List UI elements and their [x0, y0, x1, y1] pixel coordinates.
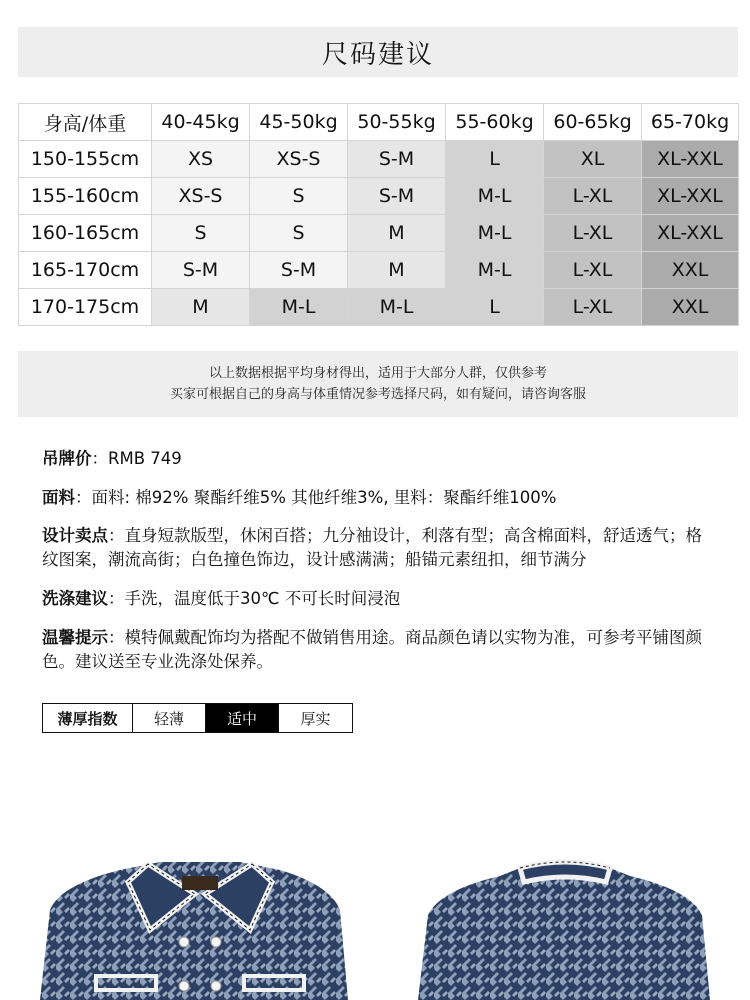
price-value: ：RMB 749	[91, 449, 182, 468]
size-cell: S	[250, 215, 348, 252]
wash-label: 洗涤建议	[42, 589, 108, 608]
price-label: 吊牌价	[42, 449, 92, 468]
height-cell: 170-175cm	[19, 289, 152, 326]
size-table	[18, 103, 739, 326]
size-cell: S	[152, 215, 250, 252]
size-cell: L-XL	[544, 252, 642, 289]
size-cell: S-M	[348, 178, 446, 215]
size-cell: XS-S	[152, 178, 250, 215]
thickness-option-thick: 厚实	[300, 709, 331, 728]
jacket-back-image	[418, 862, 710, 1000]
size-cell: S	[250, 178, 348, 215]
tip-value: ：模特佩戴配饰均为搭配不做销售用途。商品颜色请以实物为准，可参考平铺图颜色。建议送至专业洗涤处保养。	[42, 628, 702, 671]
size-cell: XXL	[642, 252, 739, 289]
fabric-line	[42, 486, 712, 510]
size-cell: M-L	[250, 289, 348, 326]
size-cell: L	[446, 289, 544, 326]
size-guide-title: 尺码建议	[321, 39, 434, 70]
tip-line	[42, 626, 712, 674]
table-row	[19, 252, 739, 289]
wash-value: ：手洗，温度低于30℃ 不可长时间浸泡	[108, 589, 401, 608]
size-cell: XL-XXL	[642, 178, 739, 215]
table-row	[19, 289, 739, 326]
table-row	[19, 178, 739, 215]
design-line	[42, 524, 712, 572]
size-cell: S-M	[152, 252, 250, 289]
design-label: 设计卖点	[42, 526, 108, 545]
size-cell: XL	[544, 141, 642, 178]
size-cell: XXL	[642, 289, 739, 326]
size-guide-title-bar	[18, 27, 738, 77]
fabric-value: ：面料: 棉92% 聚酯纤维5% 其他纤维3%, 里料：聚酯纤维100%	[75, 488, 557, 507]
height-cell: 160-165cm	[19, 215, 152, 252]
size-cell: M	[348, 215, 446, 252]
size-cell: L-XL	[544, 178, 642, 215]
product-photos	[0, 790, 750, 1000]
fabric-label: 面料	[42, 488, 75, 507]
size-cell: M-L	[446, 252, 544, 289]
table-row	[19, 141, 739, 178]
design-value: ：直身短款版型，休闲百搭；九分袖设计，利落有型；高含棉面料，舒适透气；格纹图案，潮流高街；白色撞色饰边，设计感满满；船锚元素纽扣，细节满分	[42, 526, 702, 569]
header-cell: 身高/体重	[19, 104, 152, 141]
header-cell: 65-70kg	[642, 104, 739, 141]
size-note-line-1: 以上数据根据平均身材得出，适用于大部分人群，仅供参考	[208, 366, 547, 381]
size-cell: M-L	[446, 178, 544, 215]
header-cell: 55-60kg	[446, 104, 544, 141]
wash-line	[42, 587, 712, 611]
price-line	[42, 447, 712, 471]
thickness-label: 薄厚指数	[43, 704, 133, 732]
size-cell: L-XL	[544, 215, 642, 252]
size-table-header	[19, 104, 739, 141]
height-cell: 155-160cm	[19, 178, 152, 215]
thickness-option-medium: 适中	[206, 704, 279, 732]
size-cell: XL-XXL	[642, 215, 739, 252]
size-cell: M	[348, 252, 446, 289]
thickness-index	[42, 703, 353, 733]
size-cell: M	[152, 289, 250, 326]
size-cell: M-L	[446, 215, 544, 252]
size-cell: XS	[152, 141, 250, 178]
height-cell: 150-155cm	[19, 141, 152, 178]
table-row	[19, 215, 739, 252]
header-cell: 40-45kg	[152, 104, 250, 141]
size-cell: XL-XXL	[642, 141, 739, 178]
size-cell: S-M	[250, 252, 348, 289]
size-cell: M-L	[348, 289, 446, 326]
header-cell: 60-65kg	[544, 104, 642, 141]
tip-label: 温馨提示	[42, 628, 108, 647]
size-cell: XS-S	[250, 141, 348, 178]
jacket-front-image	[40, 862, 348, 1000]
header-cell: 45-50kg	[250, 104, 348, 141]
size-note-line-2: 买家可根据自己的身高与体重情况参考选择尺码，如有疑问，请咨询客服	[169, 387, 586, 402]
header-cell: 50-55kg	[348, 104, 446, 141]
size-cell: L	[446, 141, 544, 178]
size-cell: L-XL	[544, 289, 642, 326]
height-cell: 165-170cm	[19, 252, 152, 289]
thickness-option-light: 轻薄	[133, 704, 206, 732]
size-cell: S-M	[348, 141, 446, 178]
size-note-box	[18, 351, 738, 417]
